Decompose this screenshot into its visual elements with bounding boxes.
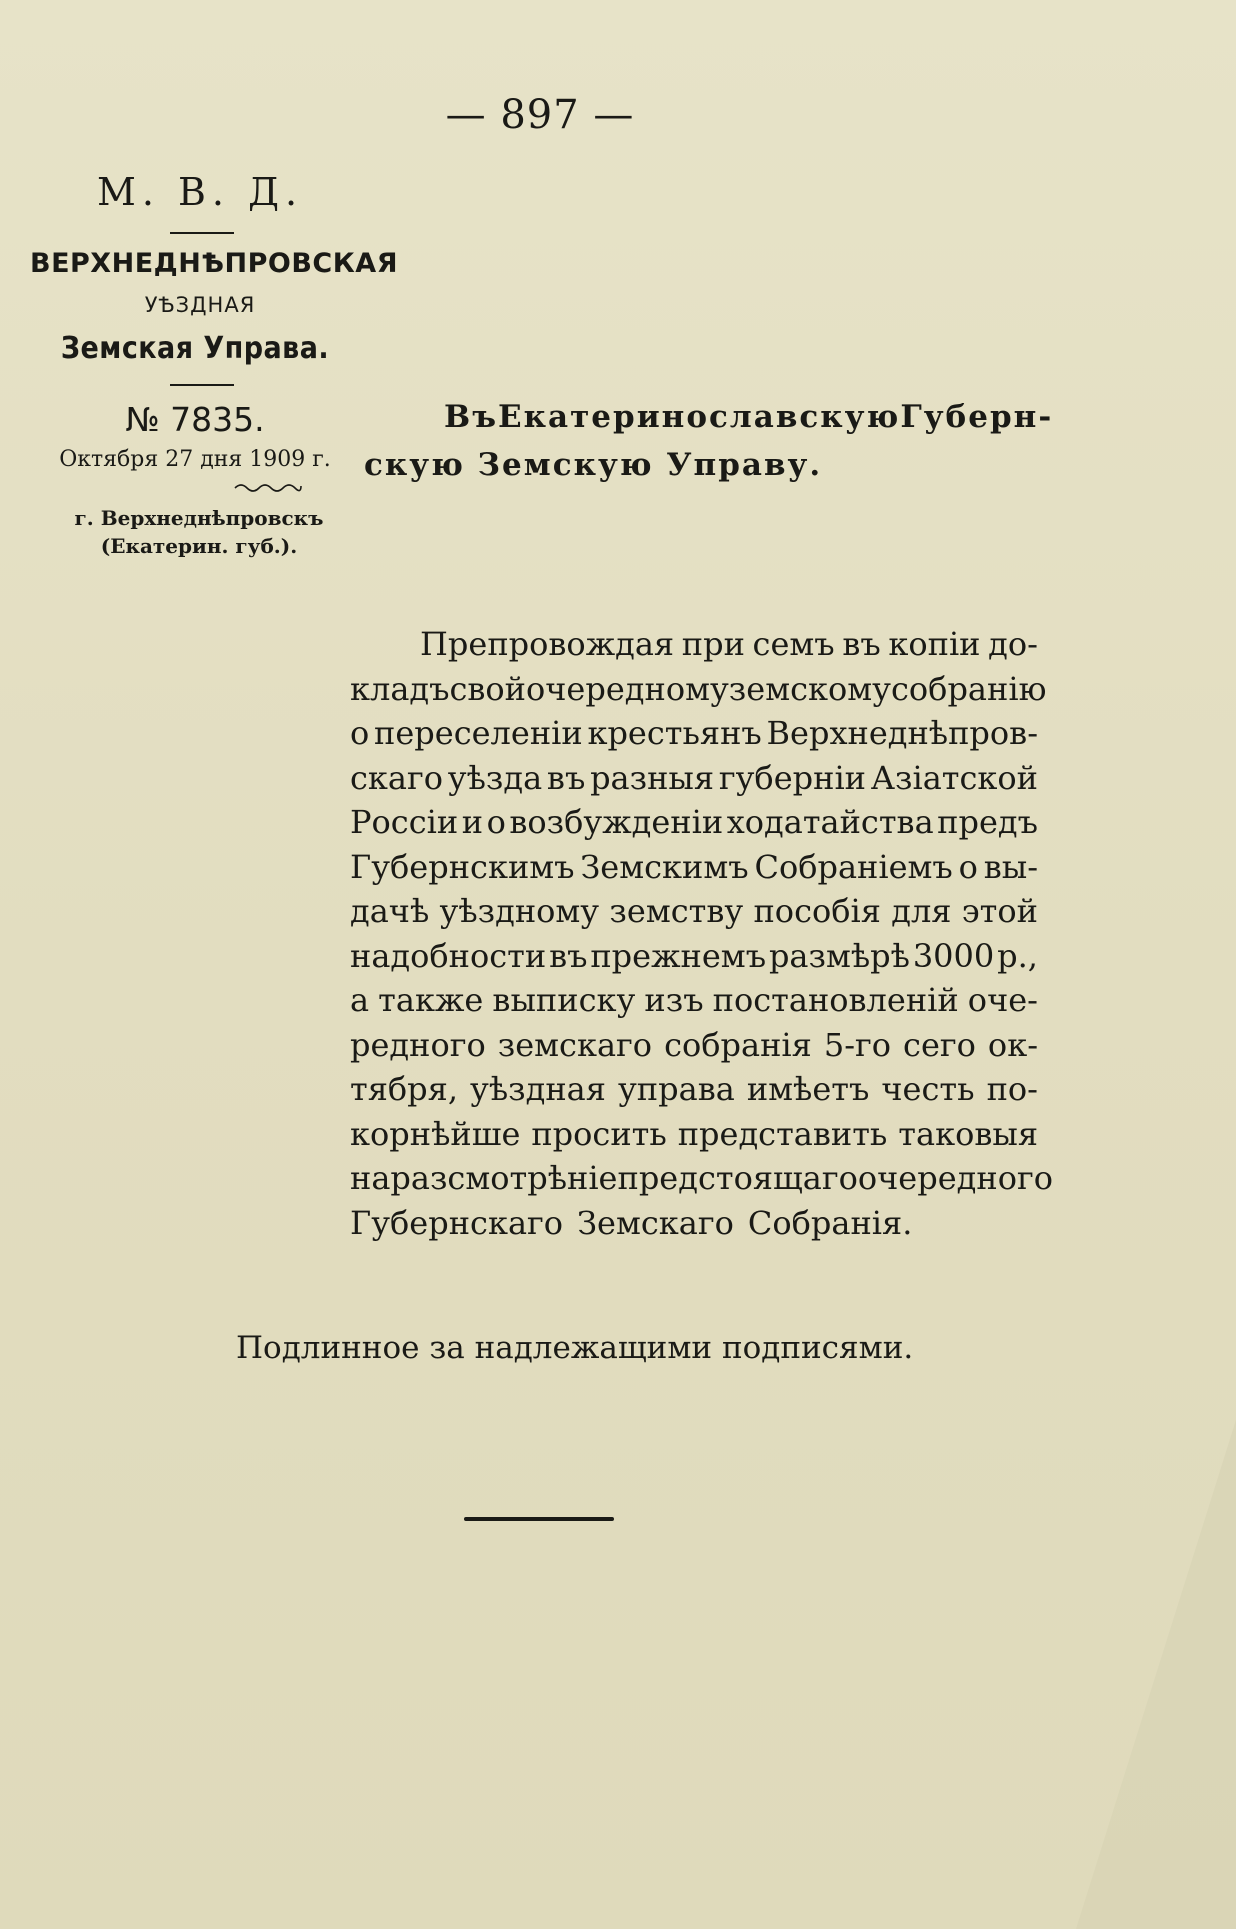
body-word: для [891, 892, 952, 930]
body-word: о [350, 714, 370, 752]
organization-district: УѢЗДНАЯ [144, 293, 256, 317]
body-word: также [378, 981, 484, 1019]
body-word: сего [903, 1025, 976, 1064]
body-word: крестьянъ [587, 714, 762, 752]
body-word: Верхнеднѣпров- [766, 714, 1038, 752]
body-line [350, 1201, 1038, 1246]
body-word: ок- [987, 1025, 1038, 1064]
body-word: возбужденіи [509, 803, 724, 841]
body-word: въ [549, 936, 588, 975]
body-word: Азіатской [870, 758, 1038, 797]
ornament-swash [233, 480, 303, 494]
organization-body: Земская Управа. [60, 331, 330, 366]
body-line [350, 889, 1038, 934]
body-word: уѣздному [439, 892, 600, 930]
addressee-word: Екатеринославскую [497, 399, 901, 435]
body-word: размѣрѣ [768, 936, 910, 975]
body-word: разныя [590, 758, 715, 797]
body-word: очередного [857, 1159, 1053, 1197]
ministry-abbreviation: М. В. Д. [96, 170, 304, 214]
addressee-word: Въ [444, 399, 498, 435]
body-word: земству [609, 892, 744, 930]
body-word: Собраніемъ [754, 847, 953, 886]
body-word: вы- [983, 847, 1038, 886]
letter-body [350, 622, 1053, 1245]
body-word: о [486, 803, 506, 841]
body-word: Собранія. [747, 1203, 913, 1242]
body-line [350, 711, 1038, 756]
body-line [420, 622, 1038, 667]
body-word: 3000 [912, 936, 995, 975]
header-rule-2 [170, 384, 234, 386]
document-date: Октября 27 дня 1909 г. [59, 447, 331, 472]
body-word: управа [617, 1070, 735, 1108]
body-word: разсмотрѣніе [390, 1159, 618, 1197]
body-word: честь [881, 1070, 975, 1108]
body-word: кладъ [350, 669, 450, 708]
body-word: оче- [967, 981, 1038, 1019]
body-word: очередному [526, 669, 729, 708]
body-word: собранію [890, 669, 1047, 708]
body-line [350, 1067, 1038, 1112]
body-line [350, 1023, 1038, 1068]
body-word: Губернскимъ [350, 847, 575, 886]
body-word: выписку [492, 981, 636, 1019]
signature-note: Подлинное за надлежащими подписями. [236, 1330, 914, 1366]
body-word: ходатайства [726, 803, 934, 841]
body-word: корнѣйше [350, 1114, 521, 1153]
body-word: земскому [728, 669, 891, 708]
body-word: Препровождая [420, 625, 675, 663]
body-word: прежнемъ [590, 936, 767, 975]
body-word: р., [997, 936, 1038, 975]
body-word: надобности [350, 936, 547, 975]
body-line [350, 800, 1038, 845]
body-line [350, 1112, 1038, 1157]
body-word: въ [546, 758, 586, 797]
body-line [350, 978, 1038, 1023]
organization-name: ВЕРХНЕДНѢПРОВСКАЯ [30, 248, 398, 279]
body-line [350, 1156, 1053, 1201]
body-line [350, 934, 1038, 979]
body-word: уѣздная [470, 1070, 606, 1108]
body-word: по- [986, 1070, 1038, 1108]
body-word: дачѣ [350, 892, 430, 930]
body-word: переселеніи [374, 714, 583, 752]
body-word: а [350, 981, 370, 1019]
document-number: № 7835. [125, 400, 265, 439]
body-word: изъ [644, 981, 704, 1019]
body-word: этой [961, 892, 1038, 930]
page-fold-shadow [1076, 1420, 1236, 1929]
body-word: скаго [350, 758, 444, 797]
body-word: имѣетъ [746, 1070, 870, 1108]
body-word: семъ [752, 625, 835, 663]
body-word: о [958, 847, 978, 886]
body-word: свой [449, 669, 526, 708]
body-word: и [461, 803, 484, 841]
body-line [350, 667, 1047, 712]
body-word: Земскаго [577, 1203, 734, 1242]
body-word: копіи [888, 625, 981, 663]
body-word: собранія [664, 1025, 812, 1064]
body-word: земскаго [497, 1025, 653, 1064]
body-word: таковыя [898, 1114, 1038, 1153]
closing-rule [464, 1517, 614, 1521]
body-word: до- [988, 625, 1038, 663]
page-number: — 897 — [445, 92, 635, 138]
body-word: на [350, 1159, 391, 1197]
body-word: губерніи [718, 758, 866, 797]
sender-header [30, 170, 398, 560]
body-word: 5-го [823, 1025, 892, 1064]
addressee-line-1 [444, 393, 1054, 441]
body-word: Земскимъ [580, 847, 749, 886]
addressee [364, 393, 1054, 489]
body-word: въ [842, 625, 881, 663]
body-word: предстоящаго [617, 1159, 858, 1197]
body-line [350, 845, 1038, 890]
place-line-1: г. Верхнеднѣпровскъ [74, 506, 324, 530]
body-word: просить [531, 1114, 667, 1153]
body-word: уѣзда [447, 758, 543, 797]
addressee-word: Губерн- [900, 399, 1054, 435]
body-word: постановленій [712, 981, 959, 1019]
place-line-2: (Екатерин. губ.). [100, 534, 298, 558]
addressee-line-2: скую Земскую Управу. [364, 447, 823, 483]
body-line [350, 756, 1038, 801]
body-word: тября, [350, 1070, 458, 1108]
body-word: представить [677, 1114, 888, 1153]
header-rule [170, 232, 234, 234]
body-word: Губернскаго [350, 1203, 564, 1242]
body-word: предъ [937, 803, 1038, 841]
body-word: редного [350, 1025, 486, 1064]
body-word: пособія [753, 892, 881, 930]
body-word: при [681, 625, 745, 663]
body-word: Россіи [350, 803, 459, 841]
